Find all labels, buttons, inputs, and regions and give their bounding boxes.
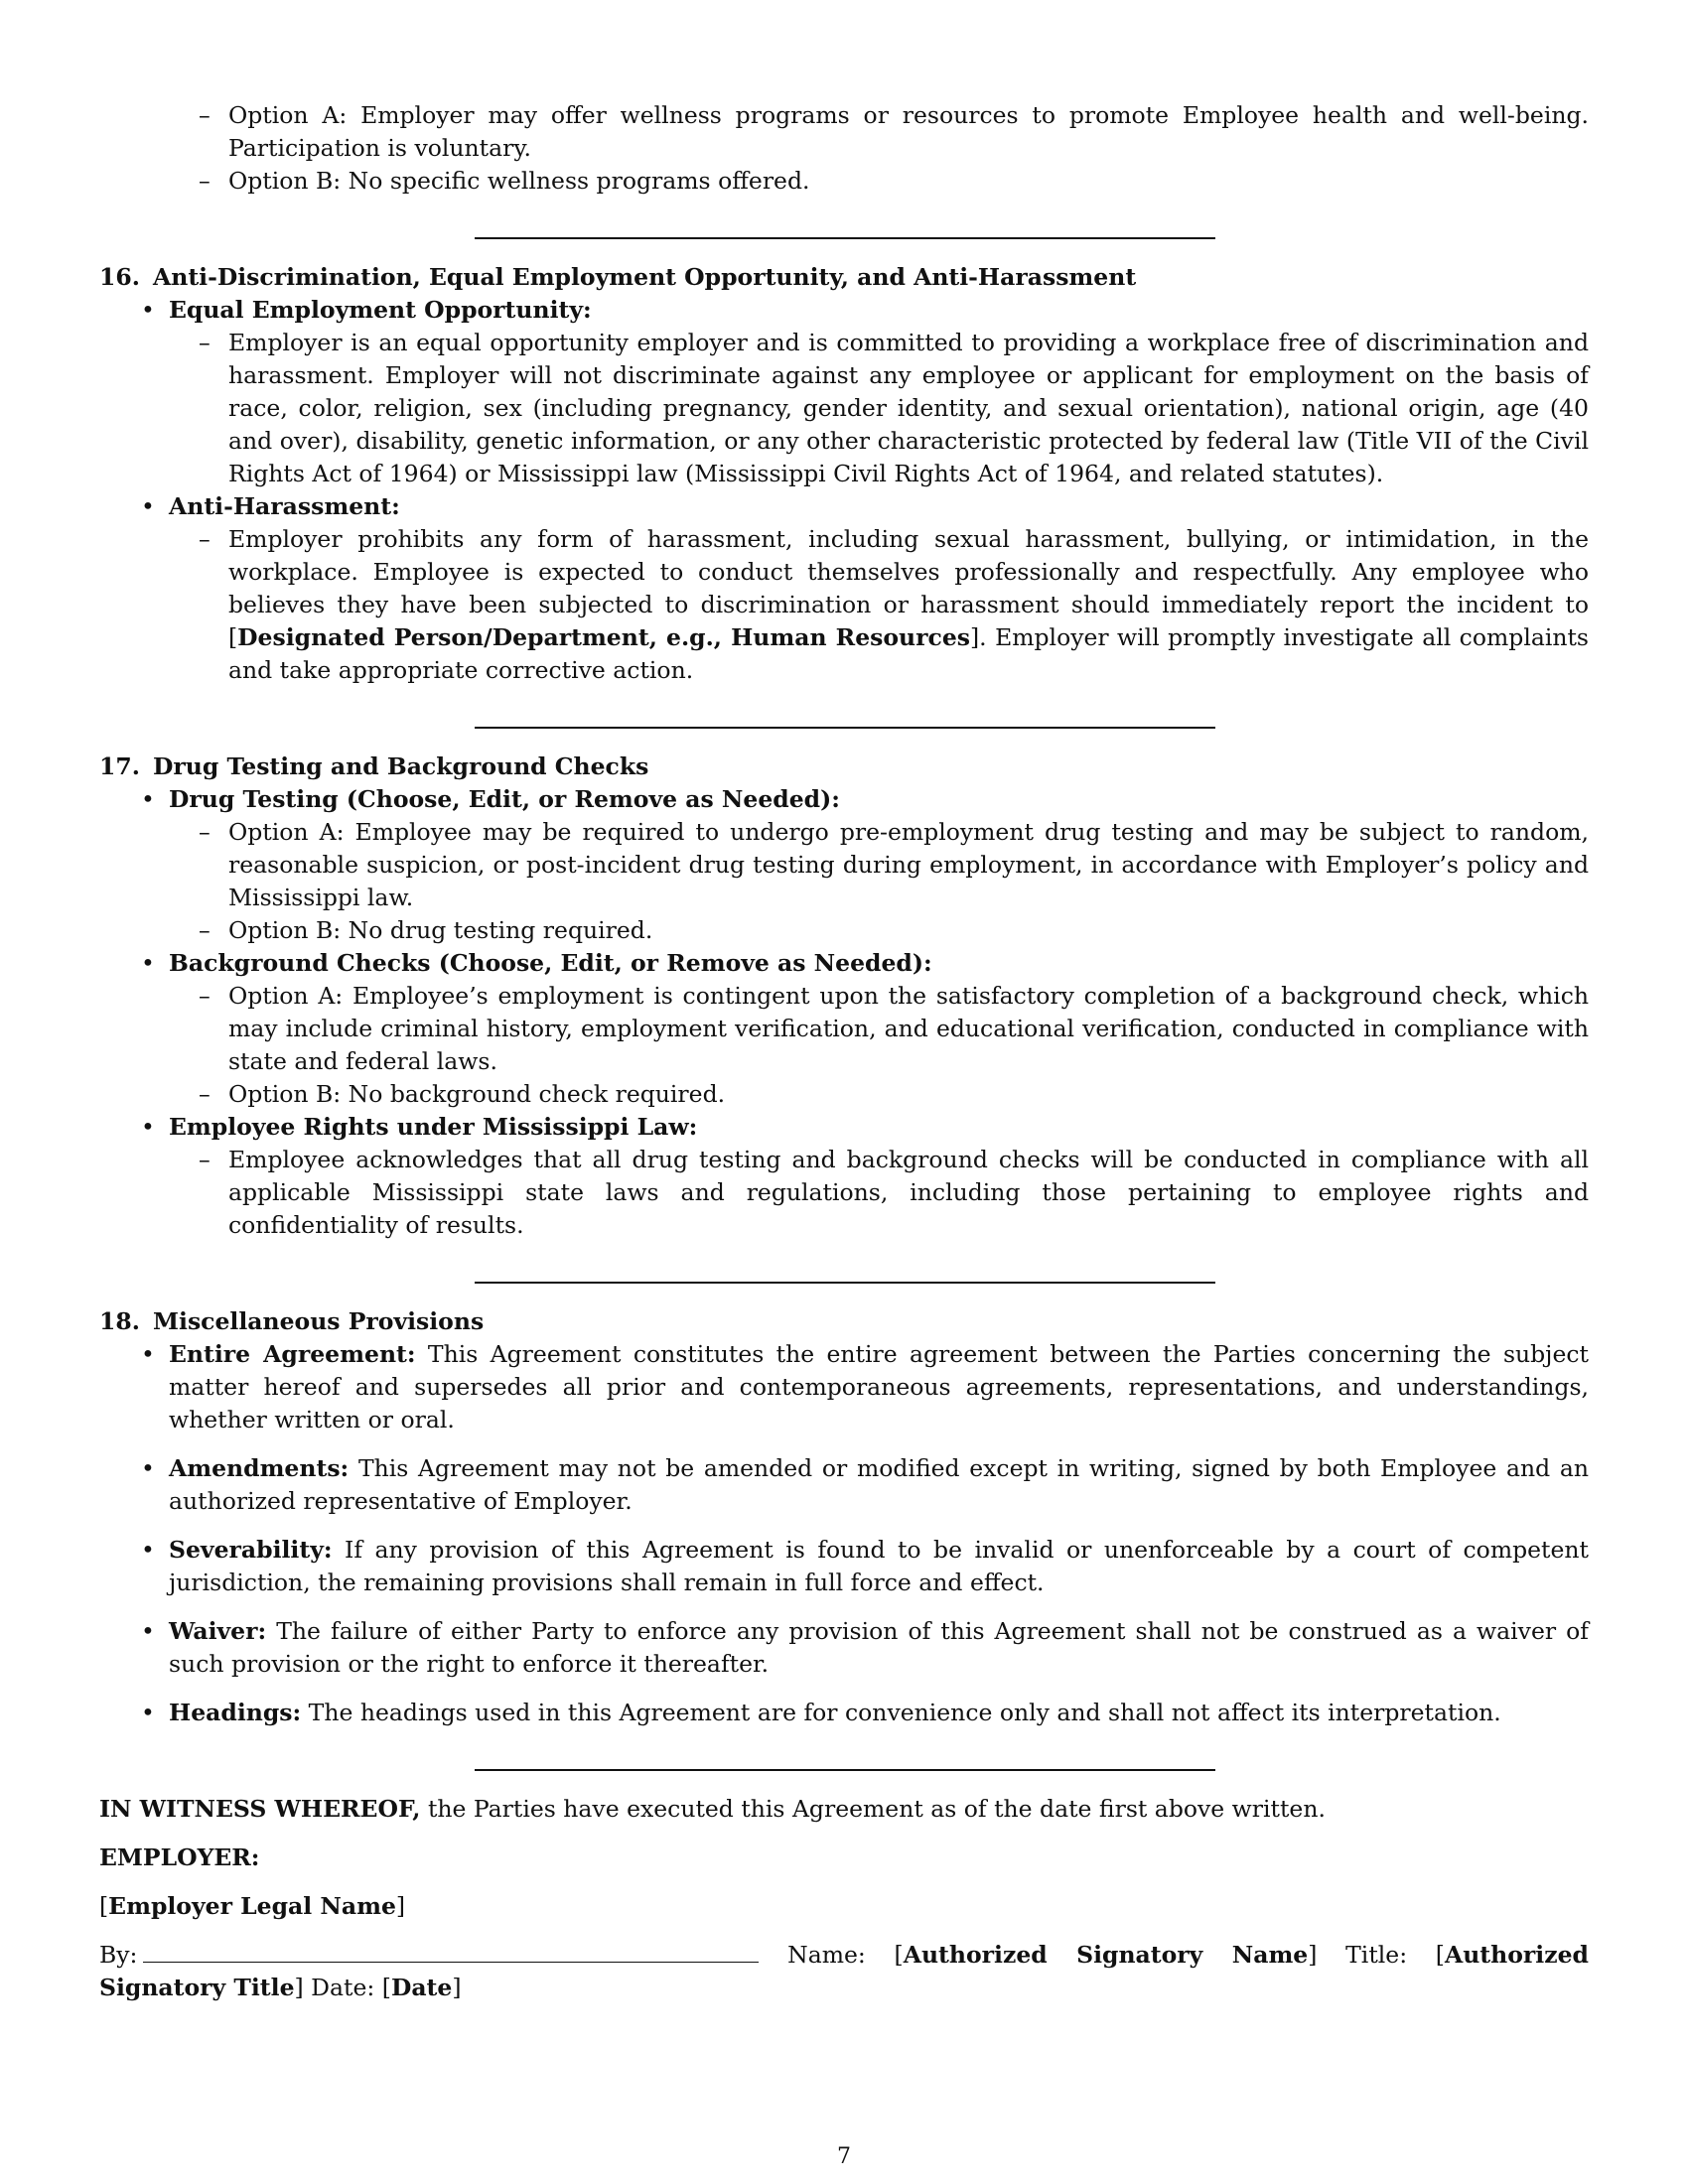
drug-testing-option-b: – Option B: No drug testing required. <box>228 914 1589 947</box>
provision-waiver <box>169 1615 1589 1681</box>
drug-testing-option-a: – Option A: Employee may be required to undergo pre-employment drug testing and may be subject to random, reasonable suspicion, or post-incident drug testing during employment, in accordance with Employer’s policy and Mississippi law. <box>228 816 1589 914</box>
drug-testing-item <box>169 783 1589 947</box>
anti-harassment-item <box>169 490 1589 687</box>
wellness-option-a: – Option A: Employer may offer wellness programs or resources to promote Employee health and well-being. Participation is voluntary. <box>228 99 1589 165</box>
designated-person-placeholder: Designated Person/Department, e.g., Human Resources <box>237 623 971 651</box>
signature-field[interactable] <box>143 1940 759 1963</box>
provision-label: Severability: <box>169 1536 333 1564</box>
section-divider <box>475 727 1215 729</box>
signatory-title-placeholder: Authorized Signatory Title <box>99 1941 1589 2001</box>
provision-text: If any provision of this Agreement is found to be invalid or unenforceable by a court of competent jurisdiction, the remaining provisions shall remain in full force and effect. <box>169 1536 1589 1596</box>
section-18-heading <box>99 1305 1589 1338</box>
page-number: 7 <box>837 2144 851 2169</box>
section-18-list <box>99 1338 1589 1729</box>
employer-label: EMPLOYER: <box>99 1843 260 1871</box>
provision-text: The failure of either Party to enforce any provision of this Agreement shall not be construed as a waiver of such provision or the right to enforce it thereafter. <box>169 1617 1589 1678</box>
provision-headings <box>169 1697 1589 1729</box>
by-label: By: <box>99 1941 138 1969</box>
section-16-title: Anti-Discrimination, Equal Employment Opportunity, and Anti-Harassment <box>153 263 1137 291</box>
wellness-options <box>99 99 1589 198</box>
section-divider <box>475 237 1215 239</box>
provision-text: This Agreement may not be amended or modified except in writing, signed by both Employee and an authorized representative of Employer. <box>169 1454 1589 1515</box>
provision-label: Waiver: <box>169 1617 267 1645</box>
section-16-list <box>99 294 1589 687</box>
provision-entire-agreement <box>169 1338 1589 1436</box>
employer-legal-name-placeholder: Employer Legal Name <box>108 1892 396 1920</box>
signature-line: By: Name: [Authorized Signatory Name] Title: [Authorized Signatory Title] Date: [Date] <box>99 1941 1589 2001</box>
wellness-option-b: – Option B: No specific wellness programs offered. <box>228 165 1589 198</box>
background-check-option-b: – Option B: No background check required. <box>228 1078 1589 1111</box>
provision-label: Amendments: <box>169 1454 350 1482</box>
background-check-item <box>169 947 1589 1111</box>
anti-harassment-text: – Employer prohibits any form of harassment, including sexual harassment, bullying, or intimidation, in the workplace. Employee is expected to conduct themselves professionally and respectfully. Any employee who believes they have been subjected to discrimination or harassment should immediately report the incident to [Designated Person/Department, e.g., Human Resources]. Employer will promptly investigate all complaints and take appropriate corrective action. <box>228 523 1589 687</box>
background-check-option-a: – Option A: Employee’s employment is contingent upon the satisfactory completion of a background check, which may include criminal history, employment verification, and educational verification, conducted in compliance with state and federal laws. <box>228 980 1589 1078</box>
witness-text: the Parties have executed this Agreement as of the date first above written. <box>427 1795 1326 1823</box>
provision-amendments <box>169 1452 1589 1518</box>
provision-text: The headings used in this Agreement are for convenience only and shall not affect its interpretation. <box>308 1699 1501 1726</box>
witness-bold: IN WITNESS WHEREOF, <box>99 1795 421 1823</box>
section-17-number: 17. <box>99 752 140 780</box>
date-placeholder: Date <box>390 1974 453 2001</box>
signatory-name-placeholder: Authorized Signatory Name <box>903 1941 1309 1969</box>
drug-testing-label: Drug Testing (Choose, Edit, or Remove as Needed): <box>169 785 840 813</box>
eeo-text: – Employer is an equal opportunity employer and is committed to providing a workplace free of discrimination and harassment. Employer will not discriminate against any employee or applicant for employment on the basis of race, color, religion, sex (including pregnancy, gender identity, and sexual orientation), national origin, age (40 and over), disability, genetic information, or any other characteristic protected by federal law (Title VII of the Civil Rights Act of 1964) or Mississippi law (Mississippi Civil Rights Act of 1964, and related statutes). <box>228 327 1589 490</box>
provision-label: Headings: <box>169 1699 302 1726</box>
page-content <box>99 99 1589 2004</box>
provision-text: This Agreement constitutes the entire agreement between the Parties concerning the subject matter hereof and supersedes all prior and contemporaneous agreements, representations, and understandings, whether written or oral. <box>169 1340 1589 1433</box>
background-check-label: Background Checks (Choose, Edit, or Remove as Needed): <box>169 949 932 977</box>
eeo-item <box>169 294 1589 490</box>
section-16-heading <box>99 261 1589 294</box>
anti-harassment-label: Anti-Harassment: <box>169 492 400 520</box>
section-divider <box>475 1769 1215 1771</box>
provision-severability <box>169 1534 1589 1599</box>
section-17-title: Drug Testing and Background Checks <box>153 752 649 780</box>
eeo-label: Equal Employment Opportunity: <box>169 296 592 324</box>
employee-rights-item <box>169 1111 1589 1242</box>
witness-clause <box>99 1793 1589 1826</box>
section-17-list <box>99 783 1589 1242</box>
employee-rights-label: Employee Rights under Mississippi Law: <box>169 1113 698 1141</box>
section-18-title: Miscellaneous Provisions <box>153 1307 485 1335</box>
section-divider <box>475 1282 1215 1284</box>
provision-label: Entire Agreement: <box>169 1340 416 1368</box>
section-16-number: 16. <box>99 263 140 291</box>
section-18-number: 18. <box>99 1307 140 1335</box>
section-17-heading <box>99 751 1589 783</box>
employee-rights-text: – Employee acknowledges that all drug testing and background checks will be conducted in compliance with all applicable Mississippi state laws and regulations, including those pertaining to employee rights and confidentiality of results. <box>228 1144 1589 1242</box>
employer-legal-name: [Employer Legal Name] <box>99 1892 406 1920</box>
